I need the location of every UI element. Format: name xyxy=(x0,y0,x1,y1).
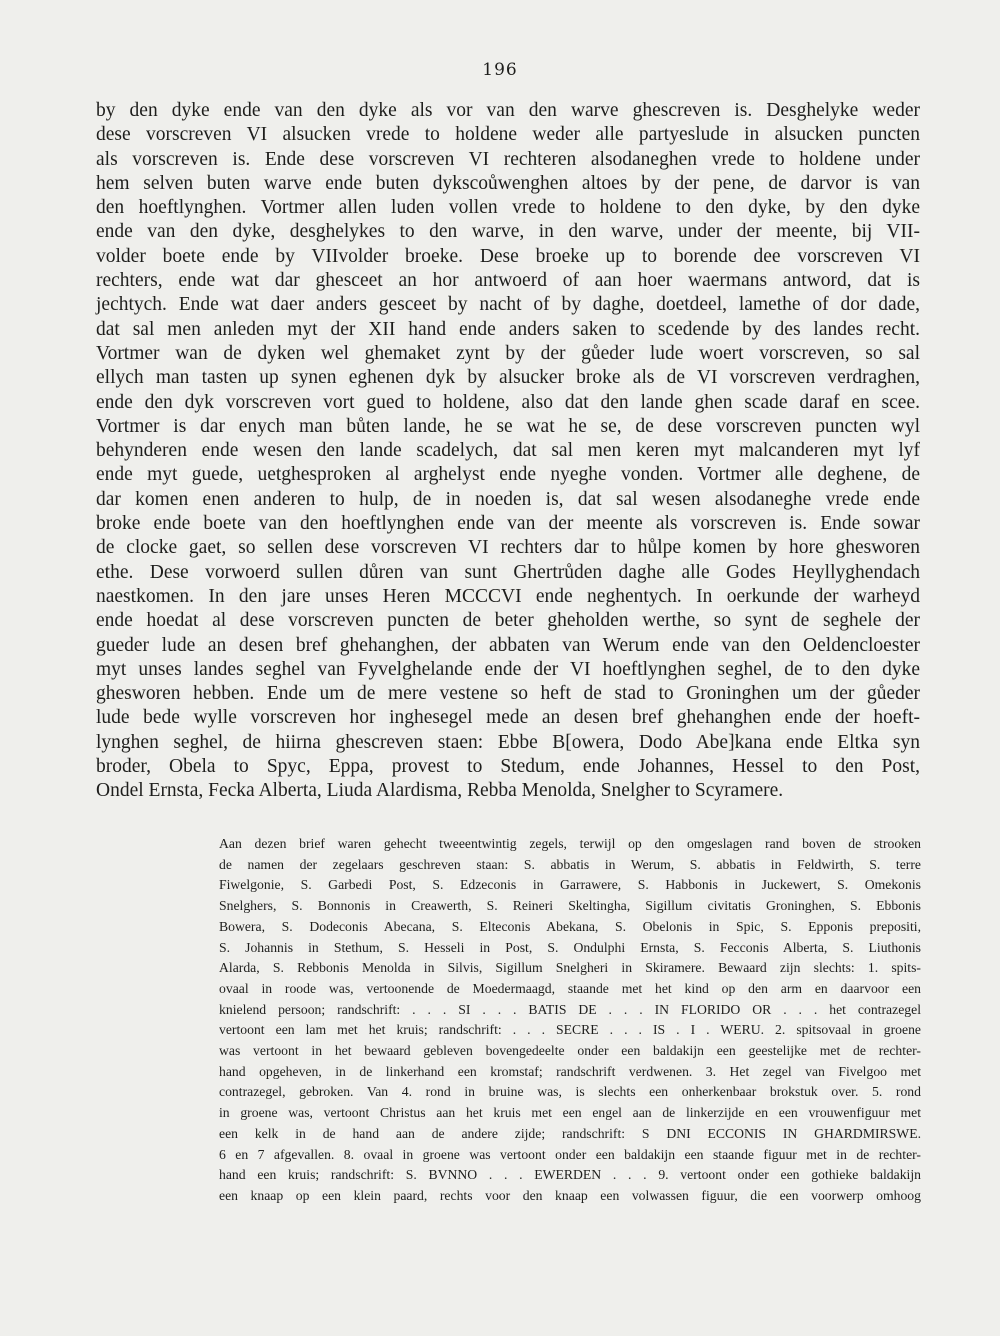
main-text-line: de clocke gaet, so sellen dese vorscreven VI rechters dar to hůlpe komen by hore ghesworen xyxy=(96,537,920,559)
main-text-line: ende hoedat al dese vorscreven puncten de beter gheholden werthe, so synt de seghele der xyxy=(96,610,920,632)
main-text-line: volder boete ende by VIIvolder broeke. Dese broeke up to borende dee vorscreven VI xyxy=(96,245,920,267)
main-text-line: jechtych. Ende wat daer anders gesceet by nacht of by daghe, doetdeel, lamethe of dor dade, xyxy=(96,294,920,316)
main-text-line: ende myt guede, uetghesproken al arghelyst ende nyeghe vonden. Vortmer alle deghene, de xyxy=(96,464,920,486)
main-text-line: dar komen enen anderen to hulp, de in noeden is, dat sal wesen alsodaneghe vrede ende xyxy=(96,488,920,510)
main-text-line: ethe. Dese vorwoerd sullen důren van sunt Ghertrůden daghe alle Godes Heyllyghendach xyxy=(96,561,920,583)
main-text-line: broke ende boete van den hoeftlynghen ende van der meente als vorscreven is. Ende sowar xyxy=(96,513,920,535)
page-number: 196 xyxy=(482,60,518,80)
main-text-line: behynderen ende wesen den lande scadelych, dat sal men keren myt malcanderen myt lyf xyxy=(96,440,920,462)
main-text-line: dat sal men anleden myt der XII hand ende anders saken to scedende by des landes recht. xyxy=(96,318,920,340)
main-text-line: rechters, ende wat dar ghesceet an hor antwoerd of aan hoer waermans antword, dat is xyxy=(96,270,920,292)
footnote-line: ovaal in roode was, vertoonende de Moedermaagd, staande met het kind op den arm en daarvoor een xyxy=(219,980,921,996)
main-text-line: Ondel Ernsta, Fecka Alberta, Liuda Alardisma, Rebba Menolda, Snelgher to Scyramere. xyxy=(96,780,784,802)
main-text-line: gueder lude an desen bref ghehanghen, der abbaten van Werum ende van den Oeldencloester xyxy=(96,634,920,656)
main-text-line: ghesworen hebben. Ende um de mere vestene so heft de stad to Groninghen um der gůeder xyxy=(96,683,920,705)
main-text-line: ellych man tasten up synen eghenen dyk by alsucker broke als de VI vorscreven verdraghen, xyxy=(96,367,920,389)
footnote-line: S. Johannis in Stethum, S. Hesseli in Post, S. Ondulphi Ernsta, S. Fecconis Alberta, S. Liuthonis xyxy=(219,939,921,955)
main-text-line: by den dyke ende van den dyke als vor van den warve ghescreven is. Desghelyke weder xyxy=(96,100,920,121)
main-text-line: broder, Obela to Spyc, Eppa, provest to Stedum, ende Johannes, Hessel to den Post, xyxy=(96,756,920,778)
main-text-line: dese vorscreven VI alsucken vrede to holdene weder alle partyeslude in alsucken puncten xyxy=(96,124,920,146)
main-text-line: Vortmer wan de dyken wel ghemaket zynt by der gůeder lude woert vorscreven, so sal xyxy=(96,342,920,364)
footnote-line: hand een kruis; randschrift: S. BVNNO . . . EWERDEN . . . 9. vertoont onder een gothieke baldakijn xyxy=(219,1167,921,1183)
footnote-line: de namen der zegelaars geschreven staan: S. abbatis in Werum, S. abbatis in Feldwirth, S. terre xyxy=(219,856,921,872)
footnote-line: hand opgeheven, in de linkerhand een kromstaf; randschrift verdwenen. 3. Het zegel van Fivelgoo met xyxy=(219,1063,921,1079)
main-text xyxy=(96,99,920,804)
footnote-line: Snelghers, S. Bonnonis in Creawerth, S. Reineri Skeltingha, Sigillum civitatis Groninghen, S. Ebbonis xyxy=(219,898,921,914)
main-text-line: Vortmer is dar enych man bůten lande, he se wat he se, de dese vorscreven puncten wyl xyxy=(96,415,920,437)
main-text-line: als vorscreven is. Ende dese vorscreven VI rechteren alsodaneghen vrede to holdene under xyxy=(96,148,920,170)
footnote-line: vertoont een lam met het kruis; randschrift: . . . SECRE . . . IS . I . WERU. 2. spitsovaal in groene xyxy=(219,1022,921,1038)
footnote-line: in groene was, vertoont Christus aan het kruis met een engel aan de linkerzijde en een vrouwenfiguur met xyxy=(219,1105,921,1121)
main-text-line: ende den dyk vorscreven vort gued to holdene, also dat den lande ghen scade daraf en scee. xyxy=(96,391,920,413)
footnote-line: een kelk in de hand aan de andere zijde; randschrift: S DNI ECCONIS IN GHARDMIRSWE. xyxy=(219,1125,921,1141)
footnote-line: Bowera, S. Dodeconis Abecana, S. Elteconis Abekana, S. Obelonis in Spic, S. Epponis prepositi, xyxy=(219,918,921,934)
footnote-line: Aan dezen brief waren gehecht tweeentwintig zegels, terwijl op den omgeslagen rand boven de strooken xyxy=(219,836,921,851)
main-text-line: naestkomen. In den jare unses Heren MCCCVI ende neghentych. In oerkunde der warheyd xyxy=(96,585,920,607)
footnote-line: was vertoont in het bewaard gebleven bovengedeelte onder een baldakijn een geestelijke met de rechter- xyxy=(219,1043,921,1059)
footnote-line: contrazegel, gebroken. Van 4. rond in bruine was, is slechts een onherkenbaar brokstuk over. 5. rond xyxy=(219,1084,921,1100)
main-text-line: myt unses landes seghel van Fyvelghelande ende der VI hoeftlynghen seghel, de to den dyke xyxy=(96,658,920,680)
footnote-line: Fiwelgonie, S. Garbedi Post, S. Edzeconis in Garrawere, S. Habbonis in Juckewert, S. Omekonis xyxy=(219,877,921,893)
footnote-line: 6 en 7 afgevallen. 8. ovaal in groene was vertoont onder een baldakijn een staande figuur met in de rechter- xyxy=(219,1146,921,1162)
footnote-line: knielend persoon; randschrift: . . . SI . . . BATIS DE . . . IN FLORIDO OR . . . het contrazegel xyxy=(219,1001,921,1017)
footnote-line: Alarda, S. Rebbonis Menolda in Silvis, Sigillum Snelgheri in Skiramere. Bewaard zijn slechts: 1. spits- xyxy=(219,960,921,976)
footnote-line: een knaap op een klein paard, rechts voor den knaap een volwassen figuur, die een voorwerp omhoog xyxy=(219,1187,921,1203)
main-text-line: hem selven buten warve ende buten dykscoůwenghen altoes by der pene, de darvor is van xyxy=(96,172,920,194)
main-text-line: lynghen seghel, de hiirna ghescreven staen: Ebbe B[owera, Dodo Abe]kana ende Eltka syn xyxy=(96,731,920,753)
main-text-line: ende van den dyke, desghelykes to den warve, in den warve, under der meente, bij VII- xyxy=(96,221,920,243)
main-text-line: lude bede wylle vorscreven hor inghesegel mede an desen bref ghehanghen ende der hoeft- xyxy=(96,707,920,729)
footnote xyxy=(219,834,921,1207)
main-text-line: den hoeftlynghen. Vortmer allen luden vollen vrede to holdene to den dyke, by den dyke xyxy=(96,197,920,219)
